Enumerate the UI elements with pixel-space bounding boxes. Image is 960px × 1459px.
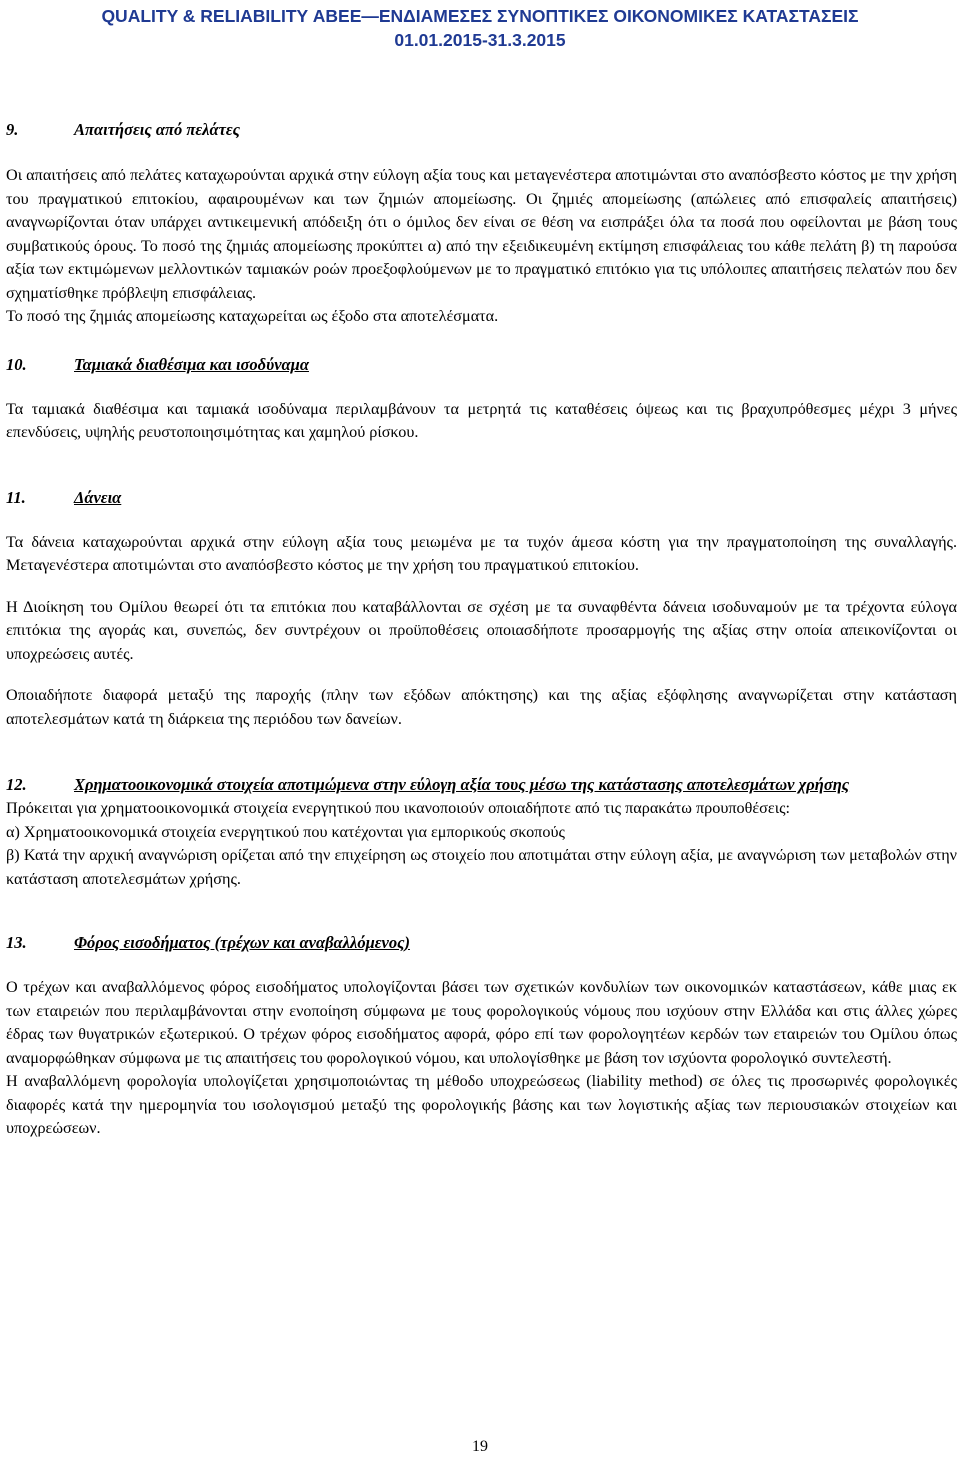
header-period: 01.01.2015-31.3.2015 (394, 30, 566, 50)
section-title: Δάνεια (74, 487, 122, 507)
document-body (6, 118, 957, 1141)
document-header (0, 4, 960, 52)
section-number: 9. (6, 120, 19, 139)
section-11-heading (6, 486, 957, 510)
section-13-paragraph-2: Η αναβαλλόμενη φορολογία υπολογίζεται χρησιμοποιώντας τη μέθοδο υποχρεώσεως (liability method) σε όλες τις προσωρινές φορολογικές διαφορές κατά την ημερομηνία του ισολογισμού μεταξύ της φορολογικής βάσης και των λογιστικής αξίας των περιουσιακών στοιχείων και υποχρεώσεων. (6, 1072, 957, 1137)
section-12-paragraph-1: Πρόκειται για χρηματοοικονομικά στοιχεία ενεργητικού που ικανοποιούν οποιαδήποτε από τις παρακάτω προυποθέσεις: (6, 799, 790, 817)
section-title: Απαιτήσεις από πελάτες (74, 120, 241, 139)
section-11-paragraph-1: Τα δάνεια καταχωρούνται αρχικά στην εύλογη αξία τους μειωμένα με τα τυχόν άμεσα κόστη για την πραγματοποίηση της συναλλαγής. Μεταγενέστερα αποτιμώνται στο αναπόσβεστο κόστος με την χρήση του πραγματικού επιτοκίου. (6, 532, 957, 574)
section-13-heading (6, 931, 957, 955)
section-12-heading (6, 773, 957, 797)
section-title: Χρηματοοικονομικά στοιχεία αποτιμώμενα στην εύλογη αξία τους μέσω της κατάστασης αποτελεσμάτων χρήσης (74, 775, 850, 794)
section-number: 13. (6, 933, 27, 952)
section-number: 10. (6, 354, 27, 374)
page-number: 19 (472, 1438, 488, 1455)
section-number: 12. (6, 775, 27, 794)
section-9-heading (6, 118, 957, 142)
section-title: Φόρος εισοδήματος (τρέχων και αναβαλλόμενος) (74, 933, 410, 952)
section-9-paragraph-2: Το ποσό της ζημιάς απομείωσης καταχωρείται ως έξοδο στα αποτελέσματα. (6, 307, 499, 325)
section-11-paragraph-2: Η Διοίκηση του Ομίλου θεωρεί ότι τα επιτόκια που καταβάλλονται σε σχέση με τα συναφθέντα δάνεια ισοδυναμούν με τα τρέχοντα εύλογα επιτόκια της αγοράς και, συνεπώς, δεν συντρέχουν οι προϋποθέσεις οποιασδήποτε προσαρμογής της αξίας στην οποία απεικονίζονται οι υποχρεώσεις αυτές. (6, 597, 957, 663)
section-10-heading (6, 353, 957, 377)
section-number: 11. (6, 487, 26, 507)
section-12-item-a: α) Χρηματοοικονομικά στοιχεία ενεργητικού που κατέχονται για εμπορικούς σκοπούς (6, 822, 565, 841)
section-title: Ταμιακά διαθέσιμα και ισοδύναμα (74, 354, 309, 374)
section-9-paragraph-1: Οι απαιτήσεις από πελάτες καταχωρούνται αρχικά στην εύλογη αξία τους και μεταγενέστερα αποτιμώνται στο αναπόσβεστο κόστος με την χρήση του πραγματικού επιτοκίου, αφαιρουμένων και των ζημιών απομείωσης. Οι ζημιές απομείωσης (απώλειες από επισφαλείς απαιτήσεις) αναγνωρίζονται όταν υπάρχει αντικειμενική απόδειξη ότι ο όμιλος δεν είναι σε θέση να εισπράξει όλα τα ποσά που οφείλονται με βάση τους συμβατικούς όρους. Το ποσό της ζημιάς απομείωσης προκύπτει α) από την εξειδικευμένη εκτίμηση επισφάλειας του κάθε πελάτη β) τη παρούσα αξία των εκτιμώμενων μελλοντικών ταμιακών ροών προεξοφλούμενων με το πραγματικό επιτόκιο για τις υπόλοιπες απαιτήσεις πελατών που δεν σχηματίσθηκε πρόβλεψη επισφάλειας. (6, 166, 957, 302)
header-company-title: QUALITY & RELIABILITY ΑΒΕΕ—ΕΝΔΙΑΜΕΣΕΣ ΣΥΝΟΠΤΙΚΕΣ ΟΙΚΟΝΟΜΙΚΕΣ ΚΑΤΑΣΤΑΣΕΙΣ (101, 6, 859, 26)
section-13-paragraph-1: Ο τρέχων και αναβαλλόμενος φόρος εισοδήματος υπολογίζονται βάσει των σχετικών κονδυλίων των οικονομικών καταστάσεων, κάθε μιας εκ των εταιρειών που περιλαμβάνονται στην ενοποίηση σύμφωνα με τους φορολογικούς νόμους που ισχύουν στην Ελλάδα και στις άλλες χώρες έδρας των θυγατρικών εξωτερικού. Ο τρέχων φόρος εισοδήματος αφορά, φόρο επί των φορολογητέων κερδών των εταιρειών του Ομίλου όπως αναμορφώθηκαν σύμφωνα με τις απαιτήσεις του φορολογικού νόμου, και υπολογίσθηκε με βάση τον ισχύοντα φορολογικό συντελεστή. (6, 978, 957, 1067)
section-12-item-b: β) Κατά την αρχική αναγνώριση ορίζεται από την επιχείρηση ως στοιχείο που αποτιμάται στην εύλογη αξία, με αναγνώριση των μεταβολών στην κατάσταση αποτελεσμάτων χρήσης. (6, 846, 957, 888)
section-10-paragraph-1: Τα ταμιακά διαθέσιμα και ταμιακά ισοδύναμα περιλαμβάνουν τα μετρητά τις καταθέσεις όψεως και τις βραχυπρόθεσμες μέχρι 3 μήνες επενδύσεις, υψηλής ρευστοποιησιμότητας και χαμηλού ρίσκου. (6, 399, 957, 441)
section-11-paragraph-3: Οποιαδήποτε διαφορά μεταξύ της παροχής (πλην των εξόδων απόκτησης) και της αξίας εξόφλησης αναγνωρίζεται στην κατάσταση αποτελεσμάτων κατά τη διάρκεια της περιόδου των δανείων. (6, 686, 957, 728)
